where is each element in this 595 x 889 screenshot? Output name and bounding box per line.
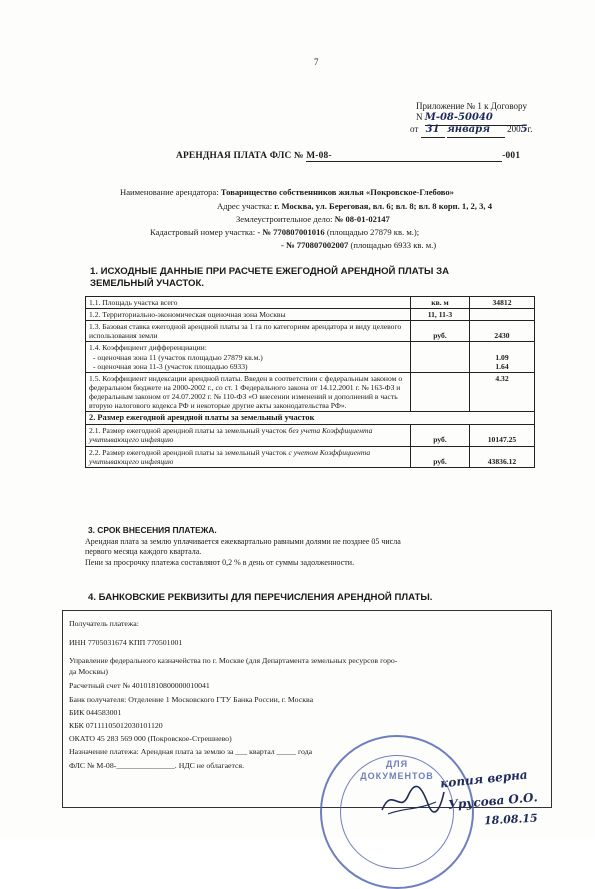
address-line bbox=[217, 201, 492, 212]
cadastral-line-1 bbox=[150, 227, 419, 238]
row-unit: руб. bbox=[411, 425, 470, 446]
handwritten-name: Урусова О.О. bbox=[447, 790, 539, 812]
address-value: г. Москва, ул. Береговая, вл. 6; вл. 8; вл. 8 корп. 1, 2, 3, 4 bbox=[274, 201, 492, 211]
rent-parameters-table bbox=[85, 296, 535, 468]
table-row bbox=[86, 412, 535, 425]
row-label-line: - оценочная зона 11 (участок площадью 27879 кв.м.) bbox=[93, 352, 263, 362]
title-code-field bbox=[306, 151, 502, 162]
table-row bbox=[86, 342, 535, 372]
appendix-line: Приложение № 1 к Договору bbox=[416, 101, 527, 111]
appendix-date-year: 200 bbox=[507, 124, 521, 134]
row-value: 34812 bbox=[470, 297, 535, 309]
row-unit: руб. bbox=[411, 321, 470, 342]
row-value bbox=[470, 342, 535, 372]
row-label-line: - оценочная зона 11-3 (участок площадью 6933) bbox=[93, 361, 248, 371]
appendix-date-day: 31 bbox=[421, 124, 445, 138]
row-label: 1.2. Территориально-экономическая оценочная зона Москвы bbox=[86, 309, 411, 321]
appendix-date-year-hand: 5 bbox=[520, 124, 528, 135]
row-value: 10147.25 bbox=[470, 425, 535, 446]
appendix-date-prefix: от bbox=[410, 124, 419, 134]
bank-line: КБК 07111105012030101120 bbox=[69, 721, 163, 730]
appendix-date-suffix: г. bbox=[527, 124, 533, 134]
bank-line: Банк получателя: Отделение 1 Московского ГТУ Банка России, г. Москва bbox=[69, 695, 314, 704]
row-label-plain: 2.1. Размер ежегодной арендной платы за земельный участок bbox=[89, 426, 287, 436]
title-code-end: -001 bbox=[502, 151, 521, 161]
stamp-text: ДЛЯ bbox=[385, 759, 409, 769]
row-label bbox=[86, 342, 411, 372]
cadastral-num-1: - № 770807001016 bbox=[257, 227, 325, 237]
signature-scribble-icon bbox=[378, 780, 448, 820]
section1-title-line2: ЗЕМЕЛЬНЫЙ УЧАСТОК. bbox=[90, 277, 205, 289]
section3-text bbox=[85, 537, 401, 568]
row-label bbox=[86, 446, 411, 467]
row-value-line: 1.64 bbox=[495, 361, 509, 371]
handwritten-date: 18.08.15 bbox=[483, 811, 538, 828]
row-label-italic: с учетом Коэффициента учитывающего инфляцию bbox=[89, 447, 371, 466]
row-value: 43836.12 bbox=[470, 446, 535, 467]
row-value: 2430 bbox=[470, 321, 535, 342]
bank-line: Расчетный счет № 40101810800000010041 bbox=[69, 681, 210, 690]
section1-title-line1: 1. ИСХОДНЫЕ ДАННЫЕ ПРИ РАСЧЕТЕ ЕЖЕГОДНОЙ АРЕНДНОЙ ПЛАТЫ ЗА bbox=[90, 266, 450, 277]
row-label-italic: без учета Коэффициента учитывающего инфляцию bbox=[89, 426, 373, 445]
stamp-text: ДОКУМЕНТОВ bbox=[360, 771, 434, 781]
bank-line: ИНН 7705031674 КПП 770501001 bbox=[69, 638, 183, 647]
bank-line: Назначение платежа: Арендная плата за землю за ___ квартал _____ года bbox=[69, 747, 313, 756]
page-number: 7 bbox=[314, 57, 319, 67]
table-row bbox=[86, 446, 535, 467]
section3-para2: Пени за просрочку платежа составляют 0,2 % в день от суммы задолженности. bbox=[85, 557, 355, 567]
bank-line: ОКАТО 45 283 569 000 (Покровское-Стрешнево) bbox=[69, 734, 232, 743]
row-unit: руб. bbox=[411, 446, 470, 467]
case-line bbox=[236, 214, 390, 225]
row-label: 1.3. Базовая ставка ежегодной арендной платы за 1 га по категориям арендатора и виду целевого использования земли bbox=[86, 321, 411, 342]
cadastral-label: Кадастровый номер участка: bbox=[150, 227, 256, 237]
cadastral-num-2: - № 770807002007 bbox=[281, 240, 349, 250]
handwritten-certification: копия верна bbox=[439, 767, 529, 791]
table-row bbox=[86, 321, 535, 342]
section3-title: 3. СРОК ВНЕСЕНИЯ ПЛАТЕЖА. bbox=[88, 525, 217, 535]
bank-line: ФЛС № М-08-_______________. НДС не облагается. bbox=[69, 761, 245, 770]
table-row bbox=[86, 425, 535, 446]
case-value: № 08-01-02147 bbox=[334, 214, 390, 224]
tenant-line bbox=[120, 187, 454, 198]
section4-title: 4. БАНКОВСКИЕ РЕКВИЗИТЫ ДЛЯ ПЕРЕЧИСЛЕНИЯ АРЕНДНОЙ ПЛАТЫ. bbox=[88, 592, 433, 603]
appendix-date bbox=[410, 124, 532, 138]
row-label-plain: 2.2. Размер ежегодной арендной платы за земельный участок bbox=[89, 447, 287, 457]
address-label: Адрес участка: bbox=[217, 201, 273, 211]
section3-para1-line1: Арендная плата за землю уплачивается ежеквартально равными долями не позднее 05 числа bbox=[85, 537, 401, 546]
row-label: 1.5. Коэффициент индексации арендной платы. Введен в соответствии с федеральным законом о федеральном бюджете на 2000-2002 г., со ст. 1 Федерального закона от 14.12.2001 г. № 163-ФЗ и федеральным законом от 24.07.2002 г. № 110-ФЗ «О внесении изменений и дополнений в часть вторую налогового кодекса РФ и некоторые другие акты законодательства РФ». bbox=[86, 372, 411, 411]
bank-line: да Москвы) bbox=[69, 667, 108, 676]
tenant-value: Товарищество собственников жилья «Покровское-Глебово» bbox=[220, 187, 454, 197]
row-label: 1.1. Площадь участка всего bbox=[86, 297, 411, 309]
document-title bbox=[176, 151, 520, 162]
cadastral-line-2 bbox=[281, 240, 436, 251]
case-label: Землеустроительное дело: bbox=[236, 214, 333, 224]
title-prefix: АРЕНДНАЯ ПЛАТА ФЛС № bbox=[176, 151, 304, 161]
row-value-line: 1.09 bbox=[495, 352, 509, 362]
title-code-start: М-08- bbox=[306, 151, 332, 161]
table-row bbox=[86, 372, 535, 411]
row-unit: кв. м bbox=[411, 297, 470, 309]
row-unit bbox=[411, 342, 470, 372]
bank-line: БИК 044583001 bbox=[69, 708, 122, 717]
section2-title: 2. Размер ежегодной арендной платы за земельный участок bbox=[86, 412, 535, 425]
bank-line: Получатель платежа: bbox=[69, 619, 139, 628]
appendix-number-handwritten: М-08-50040 bbox=[425, 112, 525, 126]
row-unit: 11, 11-3 bbox=[411, 309, 470, 321]
row-label-line: 1.4. Коэффициент дифференциации: bbox=[89, 343, 207, 353]
tenant-label: Наименование арендатора: bbox=[120, 187, 219, 197]
section3-para1-line2: первого месяца каждого квартала. bbox=[85, 547, 202, 557]
row-label bbox=[86, 425, 411, 446]
appendix-date-month: января bbox=[447, 124, 505, 138]
cadastral-area-1: (площадью 27879 кв. м.); bbox=[326, 227, 420, 237]
table-row bbox=[86, 297, 535, 309]
row-unit bbox=[411, 372, 470, 411]
appendix-number-prefix: N bbox=[416, 112, 423, 122]
row-value: 4.32 bbox=[470, 372, 535, 411]
bank-line: Управление федерального казначейства по г. Москве (для Департамента земельных ресурсов горо- bbox=[69, 656, 398, 665]
section1-title bbox=[90, 266, 449, 290]
row-value bbox=[470, 309, 535, 321]
cadastral-area-2: (площадью 6933 кв. м.) bbox=[350, 240, 437, 250]
table-row bbox=[86, 309, 535, 321]
